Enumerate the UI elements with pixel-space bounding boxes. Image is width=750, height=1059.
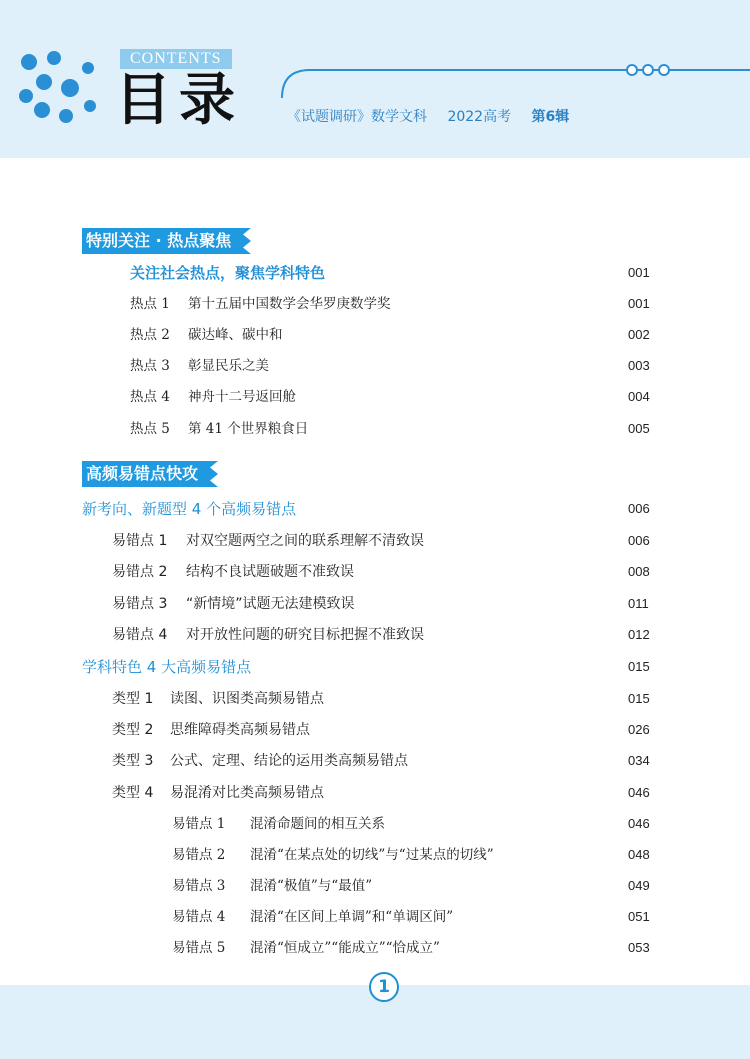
toc-item-text: 混淆“恒成立”“能成立”“恰成立” [250, 940, 440, 956]
toc-item-text: 混淆“在某点处的切线”与“过某点的切线” [250, 847, 494, 863]
toc-item-label: 类型 4 [112, 785, 154, 801]
toc-subitem[interactable] [0, 813, 750, 835]
toc-item-text: 读图、识图类高频易错点 [170, 691, 324, 707]
toc-item-label: 易错点 2 [172, 847, 226, 863]
contents-tag: CONTENTS [120, 49, 232, 69]
toc-item-text: 对开放性问题的研究目标把握不准致误 [186, 627, 424, 643]
journal-name: 《试题调研》数学文科 [287, 109, 427, 125]
toc-item-text: “新情境”试题无法建模致误 [186, 596, 355, 612]
toc-page-number: 006 [628, 501, 650, 516]
toc-page-number: 006 [628, 533, 650, 548]
exam-year: 2022高考 [447, 109, 512, 125]
toc-item-label: 热点 3 [130, 358, 170, 374]
toc-item[interactable] [0, 324, 750, 346]
toc-page-number: 012 [628, 627, 650, 642]
toc-item-label: 易错点 5 [172, 940, 226, 956]
logo-dots-icon [18, 48, 108, 128]
toc-item-text: 结构不良试题破题不准致误 [186, 564, 354, 580]
tag-zigzag-icon [239, 228, 251, 254]
tag-zigzag-icon [206, 461, 218, 487]
toc-item-text: 公式、定理、结论的运用类高频易错点 [170, 753, 408, 769]
toc-item-label: 热点 1 [130, 296, 170, 312]
toc-page-number: 008 [628, 564, 650, 579]
toc-item-text: 彰显民乐之美 [188, 358, 269, 374]
toc-item-label: 易错点 4 [112, 627, 168, 643]
toc-page-number: 034 [628, 753, 650, 768]
toc-item[interactable] [0, 719, 750, 741]
toc-item-text: 第 41 个世界粮食日 [188, 421, 309, 437]
toc-item[interactable] [0, 688, 750, 710]
toc-page-number: 004 [628, 389, 650, 404]
toc-heading-text: 关注社会热点，聚焦学科特色 [130, 264, 326, 282]
toc-subitem[interactable] [0, 875, 750, 897]
toc-item[interactable] [0, 386, 750, 408]
toc-page-number: 053 [628, 940, 650, 955]
toc-item[interactable] [0, 530, 750, 552]
toc-page-number: 001 [628, 265, 650, 280]
toc-heading-text: 学科特色 4 大高频易错点 [82, 658, 252, 676]
toc-item[interactable] [0, 561, 750, 583]
toc-page-number: 048 [628, 847, 650, 862]
toc-subitem[interactable] [0, 906, 750, 928]
toc-item[interactable] [0, 418, 750, 440]
toc-item-text: 第十五届中国数学会华罗庚数学奖 [188, 296, 391, 312]
toc-item[interactable] [0, 782, 750, 804]
toc-item-label: 易错点 1 [172, 816, 226, 832]
toc-item-text: 思维障碍类高频易错点 [170, 722, 310, 738]
toc-item-text: 混淆命题间的相互关系 [250, 816, 385, 832]
toc-item-text: 易混淆对比类高频易错点 [170, 785, 324, 801]
toc-page-number: 003 [628, 358, 650, 373]
toc-item-label: 热点 5 [130, 421, 170, 437]
header-info [287, 106, 585, 126]
toc-item-text: 混淆“在区间上单调”和“单调区间” [250, 909, 454, 925]
section-tag-label: 高频易错点快攻 [86, 464, 199, 483]
toc-page-number: 046 [628, 816, 650, 831]
toc-item[interactable] [0, 624, 750, 646]
toc-item[interactable] [0, 293, 750, 315]
toc-page-number: 005 [628, 421, 650, 436]
toc-page-number: 051 [628, 909, 650, 924]
toc-group-heading[interactable] [0, 656, 750, 678]
toc-item-text: 混淆“极值”与“最值” [250, 878, 373, 894]
toc-page-number: 026 [628, 722, 650, 737]
toc-subitem[interactable] [0, 844, 750, 866]
page-title: 目录 [115, 68, 243, 133]
issue-number: 第6辑 [531, 109, 570, 125]
toc-item-text: 碳达峰、碳中和 [188, 327, 283, 343]
toc-item[interactable] [0, 593, 750, 615]
toc-item-label: 类型 1 [112, 691, 154, 707]
toc-item-label: 易错点 2 [112, 564, 168, 580]
section-tag-label: 特别关注 · 热点聚焦 [86, 231, 232, 250]
toc-item-label: 易错点 1 [112, 533, 168, 549]
toc-item-label: 类型 2 [112, 722, 154, 738]
toc-item-label: 类型 3 [112, 753, 154, 769]
toc-page-number: 015 [628, 691, 650, 706]
toc-item-text: 神舟十二号返回舱 [188, 389, 296, 405]
toc-item-label: 热点 2 [130, 327, 170, 343]
toc-page-number: 015 [628, 659, 650, 674]
page-number: 1 [369, 972, 399, 1002]
toc-item-label: 热点 4 [130, 389, 170, 405]
toc-page-number: 046 [628, 785, 650, 800]
toc-item-label: 易错点 4 [172, 909, 226, 925]
toc-page-number: 011 [628, 596, 649, 611]
toc-heading-text: 新考向、新题型 4 个高频易错点 [82, 500, 297, 518]
toc-item[interactable] [0, 355, 750, 377]
toc-item-label: 易错点 3 [172, 878, 226, 894]
toc-group-heading[interactable] [0, 498, 750, 520]
toc-item-label: 易错点 3 [112, 596, 168, 612]
toc-page-number: 049 [628, 878, 650, 893]
toc-item-text: 对双空题两空之间的联系理解不清致误 [186, 533, 424, 549]
toc-group-heading[interactable] [0, 262, 750, 284]
toc-subitem[interactable] [0, 937, 750, 959]
toc-page-number: 002 [628, 327, 650, 342]
toc-item[interactable] [0, 750, 750, 772]
toc-page-number: 001 [628, 296, 650, 311]
section-tag-errors [82, 461, 206, 487]
section-tag-hotspots [82, 228, 239, 254]
